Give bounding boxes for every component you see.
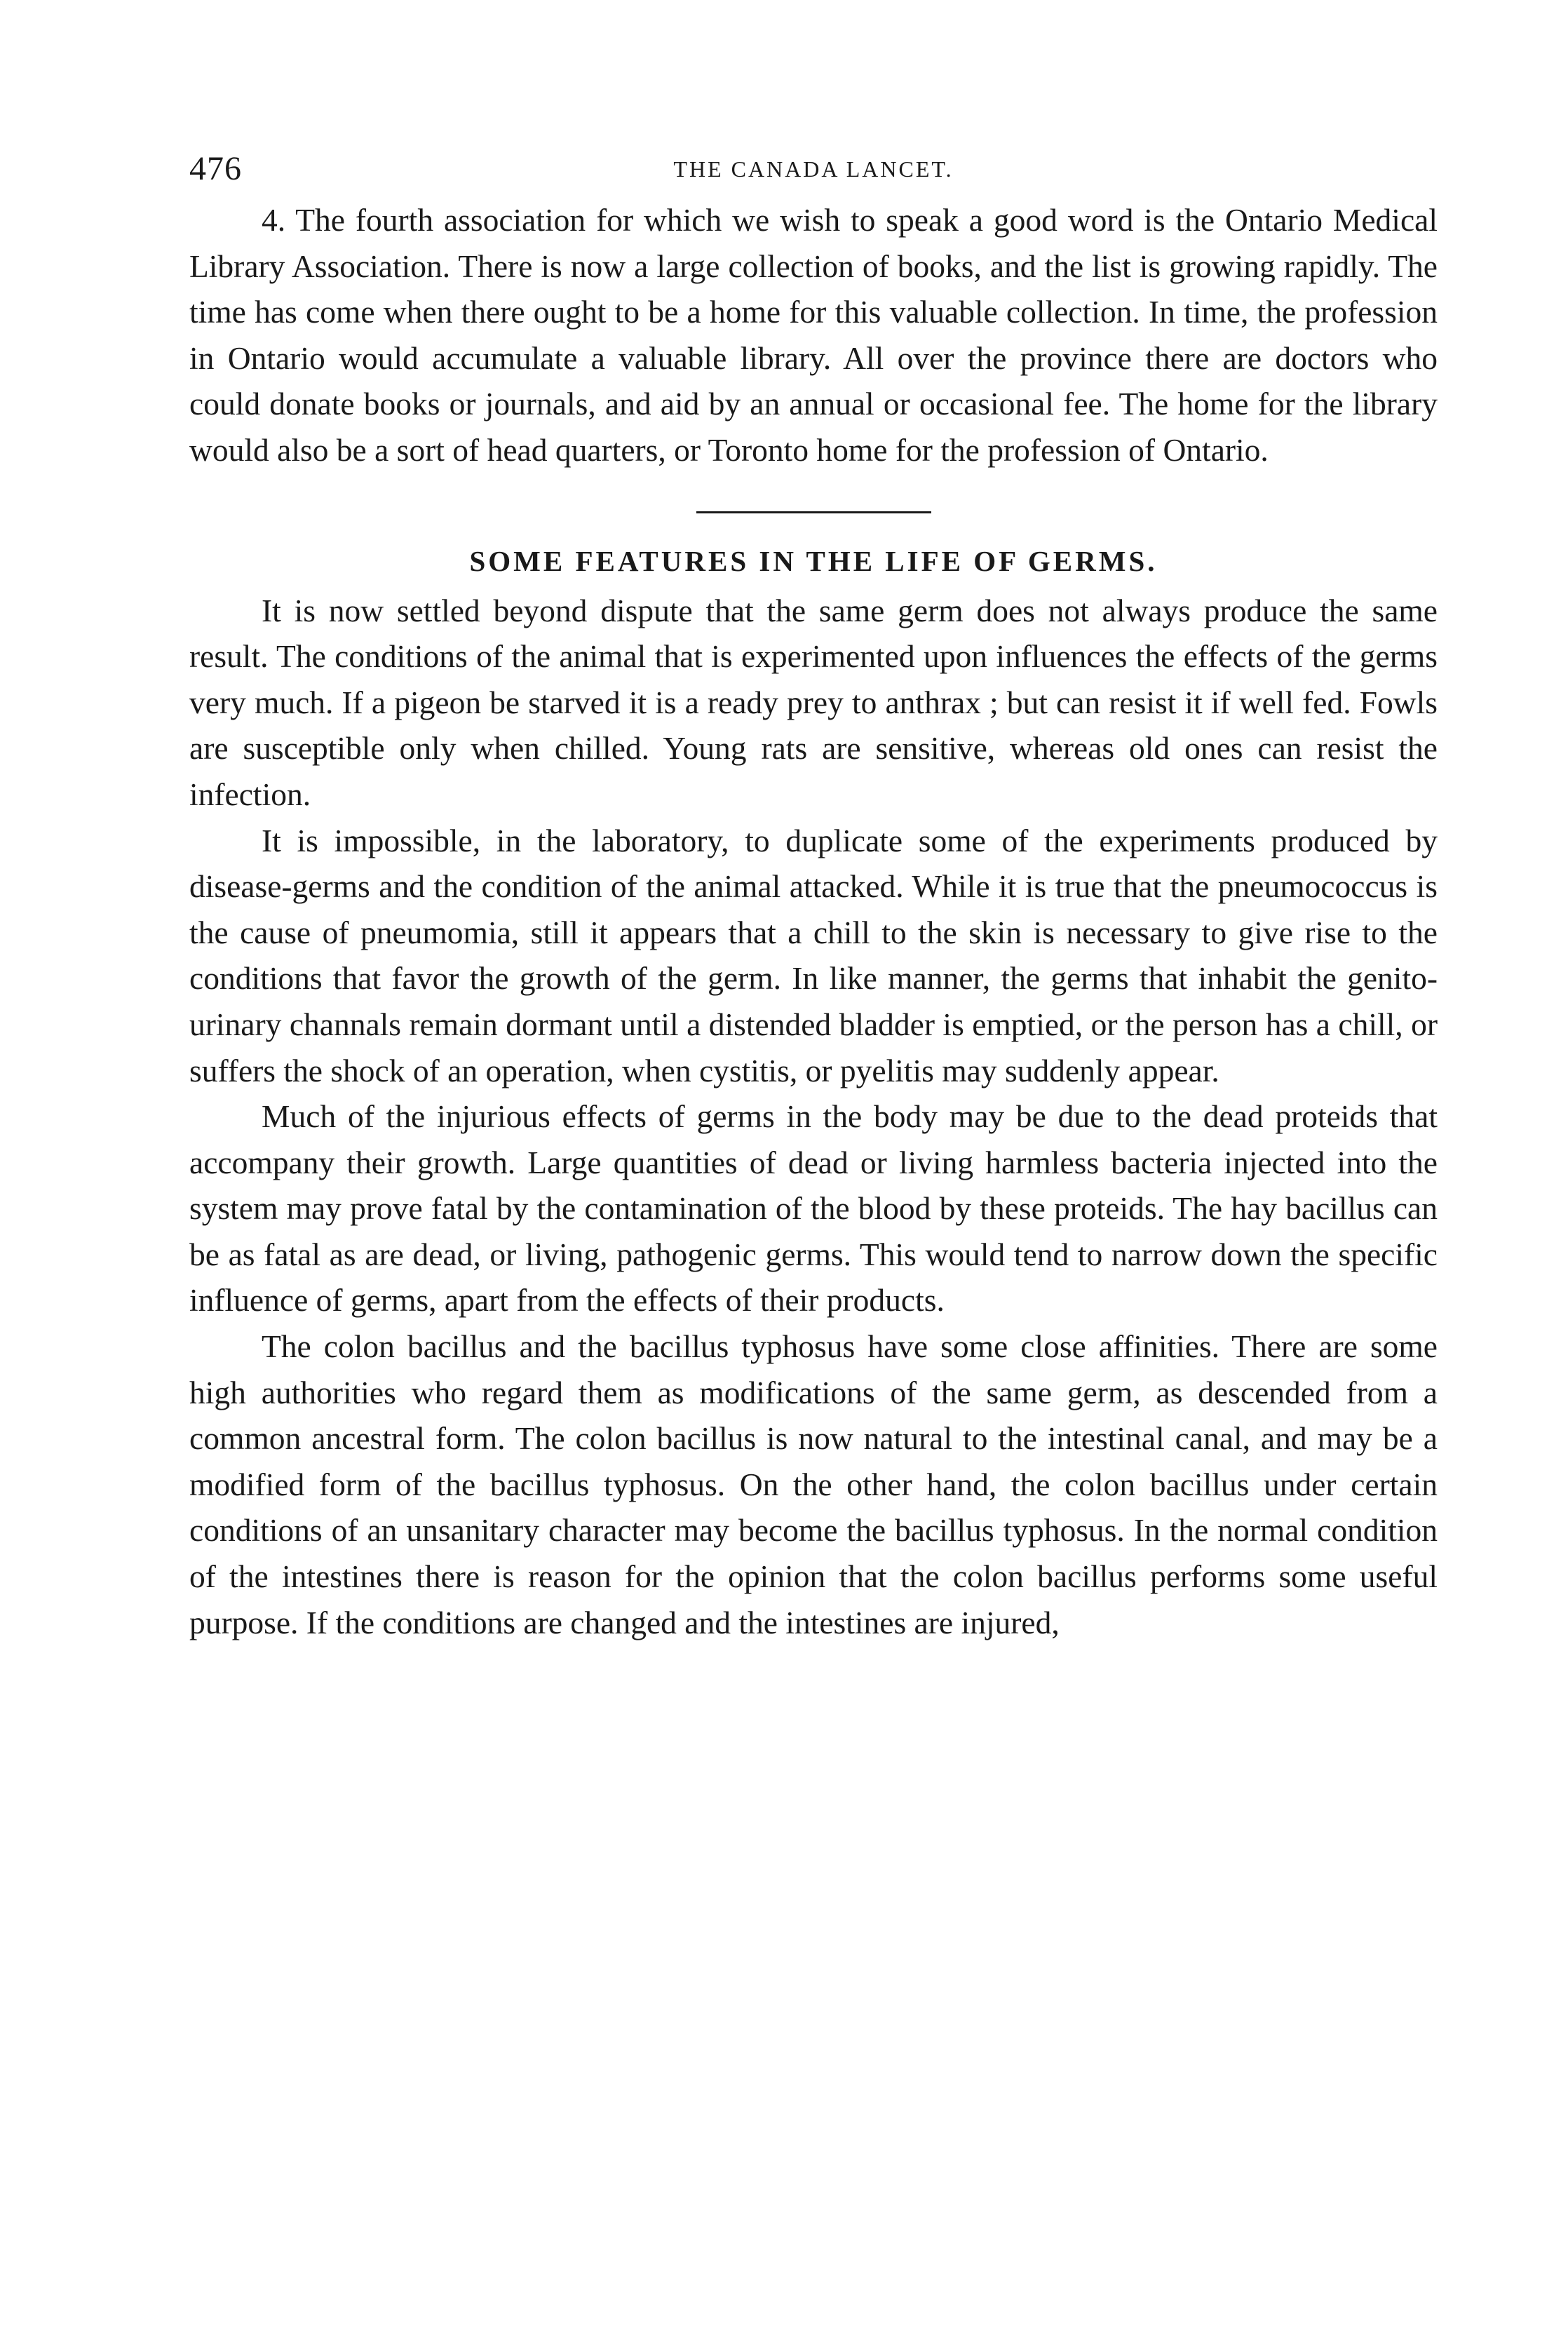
- document-page: [189, 144, 1438, 1645]
- body-paragraph: It is impossible, in the laboratory, to duplicate some of the experiments produced by disease-germs and the condition of the animal attacked. While it is true that the pneumococcus is the cause of pneumomia, still it appears that a chill to the skin is necessary to give rise to the conditions that favor the growth of the germ. In like manner, the germs that inhabit the genito-urinary channals remain dormant until a distended bladder is emptied, or the person has a chill, or suffers the shock of an operation, when cystitis, or pyelitis may suddenly appear.: [189, 822, 1438, 1088]
- library-association-paragraph: 4. The fourth association for which we wish to speak a good word is the Ontario Medical Library Association. There is now a large collection of books, and the list is growing rapidly. The time has come when there ought to be a home for this valuable collection. In time, the profession in Ontario would accumulate a valuable library. All over the province there are doctors who could donate books or journals, and aid by an annual or occasional fee. The home for the library would also be a sort of head quarters, or Toronto home for the profession of Ontario.: [189, 202, 1438, 468]
- section-divider: [696, 511, 931, 513]
- body-paragraph: The colon bacillus and the bacillus typhosus have some close affinities. There are some high authorities who regard them as modifications of the same germ, as descended from a common ancestral form. The colon bacillus is now natural to the intestinal canal, and may be a modified form of the bacillus typhosus. On the other hand, the colon bacillus under certain conditions of an unsanitary character may become the bacillus typhosus. In the normal condition of the intestines there is reason for the opinion that the colon bacillus performs some useful purpose. If the conditions are changed and the intestines are injured,: [189, 1328, 1438, 1640]
- journal-title: THE CANADA LANCET.: [673, 156, 954, 182]
- page-number: 476: [189, 150, 242, 187]
- section-title: SOME FEATURES IN THE LIFE OF GERMS.: [469, 544, 1158, 577]
- body-paragraph: It is now settled beyond dispute that the same germ does not always produce the same result. The conditions of the animal that is experimented upon influences the effects of the germs very much. If a pigeon be starved it is a ready prey to anthrax ; but can resist it if well fed. Fowls are susceptible only when chilled. Young rats are sensitive, whereas old ones can resist the infection.: [189, 592, 1438, 812]
- running-head: [189, 144, 1438, 193]
- body-paragraph: Much of the injurious effects of germs in the body may be due to the dead proteids that accompany their growth. Large quantities of dead or living harmless bacteria injected into the system may prove fatal by the contamination of the blood by these proteids. The hay bacillus can be as fatal as are dead, or living, pathogenic germs. This would tend to narrow down the specific influence of germs, apart from the effects of their products.: [189, 1098, 1438, 1319]
